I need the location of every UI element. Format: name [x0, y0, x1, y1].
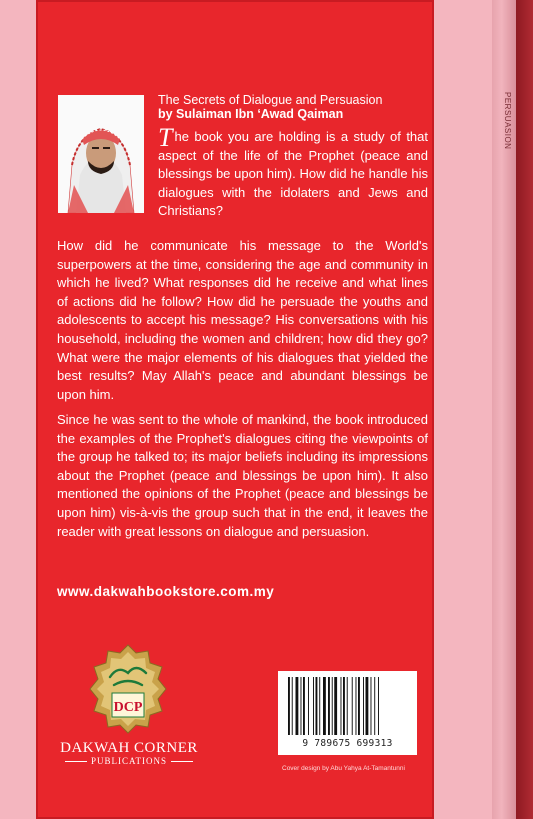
isbn-barcode: [278, 671, 417, 755]
publisher-name: DAKWAH CORNER: [60, 740, 198, 756]
isbn-number: 9 789675 699313: [302, 738, 393, 749]
publisher-logo-icon: [88, 643, 168, 735]
title-block: [158, 93, 428, 121]
logo-letters: DCP: [113, 700, 143, 715]
blurb-intro-text: he book you are holding is a study of that aspect of the life of the Prophet (peace and blessings be upon him). How did he handle his dialogues with the idolaters and Jews and Christians?: [158, 129, 428, 219]
book-title: The Secrets of Dialogue and Persuasion: [158, 93, 383, 107]
website-url: www.dakwahbookstore.com.my: [57, 584, 275, 599]
book-author: by Sulaiman Ibn ‘Awad Qaiman: [158, 107, 344, 121]
blurb-paragraph-3: Since he was sent to the whole of mankind, the book introduced the examples of the Prophet's dialogues citing the viewpoints of the group he talked to; its major beliefs including its impressions about the Prophet (peace and blessings be upon him). It also mentioned the opinions of the Prophet (peace and blessings be upon him) vis-à-vis the group such that in the end, it leaves the reader with great lessons on dialogue and persuasion.: [57, 412, 428, 539]
drop-cap: T: [158, 123, 173, 152]
blurb-intro: [158, 123, 428, 221]
spine-cover-edge: [516, 0, 533, 819]
blurb-paragraph-2: How did he communicate his message to the World's superpowers at the time, considering the age and community in which he lived? What responses did he receive and what lines of actions did he follow? How did he persuade the youths and adolescents to accept his message? His conversations with his household, including the women and children; how did they go? What were the major elements of his dialogues that yielded the best results? May Allah's peace and abundant blessings be upon him.: [57, 238, 428, 402]
barcode-bars: [286, 677, 409, 737]
author-photo: [58, 95, 144, 213]
spine-title: PERSUASION: [503, 92, 512, 150]
publisher-subtitle: PUBLICATIONS: [59, 756, 199, 766]
publisher-logo: [88, 643, 168, 735]
cover-design-credit: Cover design by Abu Yahya At-Tamantunni: [282, 765, 405, 772]
author-portrait-icon: [58, 95, 144, 213]
